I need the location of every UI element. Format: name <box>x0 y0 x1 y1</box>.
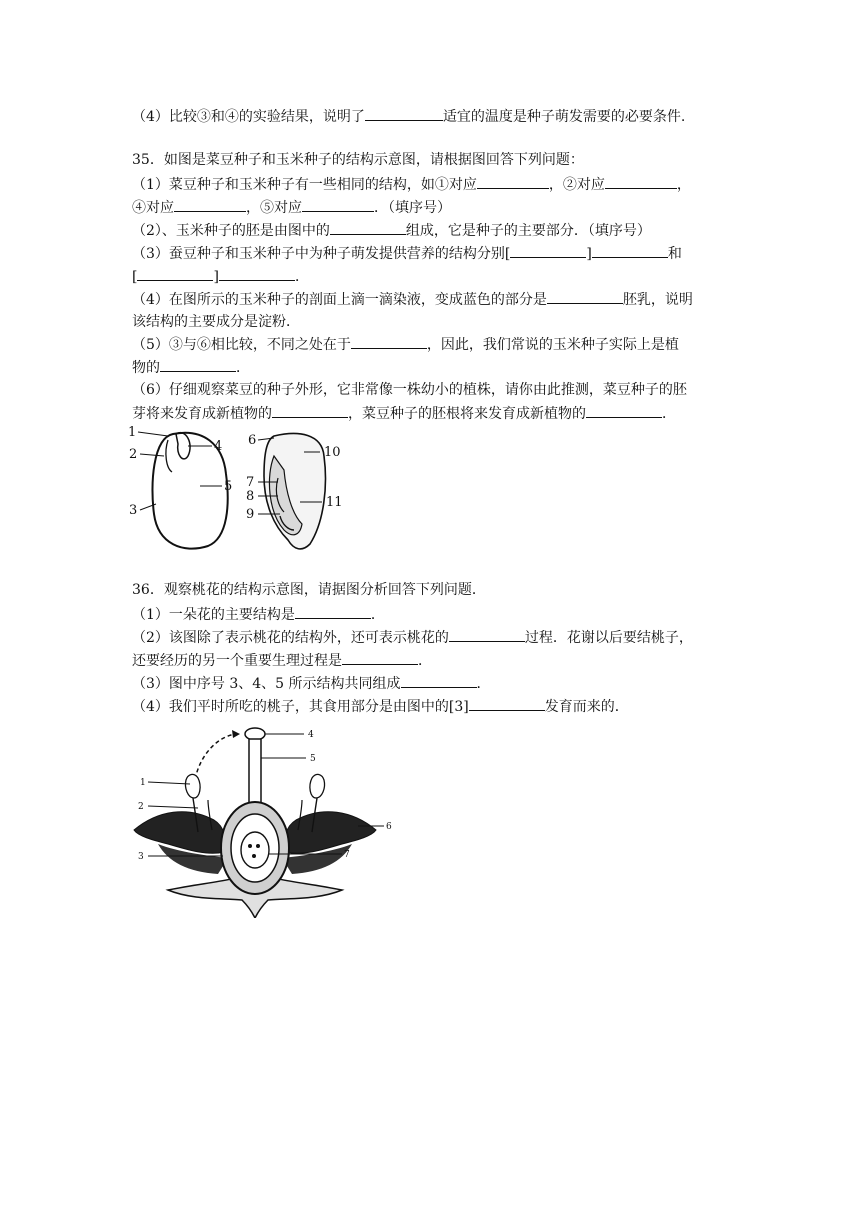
q35-item6-text-c: ，菜豆种子的胚根将来发育成新植物的 <box>348 406 586 422</box>
q35-item1-text: （1）菜豆种子和玉米种子有一些相同的结构，如①对应 <box>132 177 477 193</box>
figure-label: 7 <box>246 475 255 490</box>
q35-item2-text: （2）、玉米种子的胚是由图中的 <box>132 223 330 239</box>
q35-item5-text: （5）③与⑥相比较，不同之处在于 <box>132 337 351 353</box>
answer-blank[interactable] <box>605 174 677 189</box>
q35-item4-text: （4）在图所示的玉米种子的剖面上滴一滴染液，变成蓝色的部分是 <box>132 292 547 308</box>
q36-item1-text: （1）一朵花的主要结构是 <box>132 607 295 623</box>
q35-title: 35．如图是菜豆种子和玉米种子的结构示意图，请根据图回答下列问题： <box>132 152 584 168</box>
q35-item3-and: 和 <box>667 246 682 262</box>
q36-item4-text: （4）我们平时所吃的桃子，其食用部分是由图中的[3] <box>132 699 469 715</box>
answer-blank[interactable] <box>510 243 586 258</box>
q35-item6-line2 <box>132 403 676 424</box>
q35-item1-text-d: ④对应 <box>132 200 174 216</box>
answer-blank[interactable] <box>342 650 418 665</box>
answer-blank[interactable] <box>302 197 374 212</box>
q36-item2-text: （2）该图除了表示桃花的结构外，还可表示桃花的 <box>132 630 449 646</box>
q35-item3-end: ． <box>294 269 309 285</box>
answer-blank[interactable] <box>174 197 246 212</box>
answer-blank[interactable] <box>586 403 662 418</box>
q35-item6-end: ． <box>662 406 676 422</box>
figure-label: 4 <box>308 730 314 740</box>
q35-item2-text-b: 组成，它是种子的主要部分．（填序号） <box>405 223 651 239</box>
q35-item5-text-b: ，因此，我们常说的玉米种子实际上是植 <box>426 337 679 353</box>
figure-label: 8 <box>246 489 255 504</box>
q35-item1-text-c: ， <box>676 177 691 193</box>
corn-seed-figure <box>244 426 354 554</box>
q35-item4-line2: 该结构的主要成分是淀粉． <box>132 314 300 330</box>
q35-item5-line2 <box>132 357 250 378</box>
q36-item2-line2 <box>132 650 432 671</box>
figure-label: 3 <box>129 503 138 518</box>
figure-label: 2 <box>138 802 144 812</box>
q35-item1-line2 <box>132 197 451 218</box>
q36-item1-end: ． <box>370 607 385 623</box>
q36-item2-line1 <box>132 627 693 648</box>
q34-item4 <box>132 106 685 127</box>
figure-label: 1 <box>128 425 137 440</box>
figure-label: 4 <box>214 439 223 454</box>
q34-item4-text-end: 适宜的温度是种子萌发需要的必要条件. <box>442 109 686 125</box>
q35-item3-bracket-open: [ <box>132 269 138 285</box>
answer-blank[interactable] <box>295 604 371 619</box>
answer-blank[interactable] <box>469 696 545 711</box>
q35-item6-text-b: 芽将来发育成新植物的 <box>132 406 272 422</box>
answer-blank[interactable] <box>137 266 213 281</box>
q35-item3-bracket: ] <box>586 246 592 262</box>
answer-blank[interactable] <box>330 220 406 235</box>
q34-item4-text: （4）比较③和④的实验结果，说明了 <box>132 109 365 125</box>
q36-item1 <box>132 604 385 625</box>
q35-item1-text-f: ．（填序号） <box>374 200 451 216</box>
q35-item2 <box>132 220 651 241</box>
bean-seed-figure <box>128 424 238 554</box>
q35-item3-text: （3）蚕豆种子和玉米种子中为种子萌发提供营养的结构分别[ <box>132 246 511 262</box>
q36-item3-end: ． <box>476 676 491 692</box>
q35-item3-line1 <box>132 243 682 264</box>
q35-item5-line1 <box>132 334 679 355</box>
q35-item3-bracket-close: ] <box>213 269 219 285</box>
answer-blank[interactable] <box>592 243 668 258</box>
figure-label: 6 <box>248 433 257 448</box>
answer-blank[interactable] <box>477 174 549 189</box>
answer-blank[interactable] <box>449 627 525 642</box>
figure-label: 9 <box>246 507 255 522</box>
peach-flower-figure <box>128 722 398 918</box>
answer-blank[interactable] <box>547 289 623 304</box>
q36-item3 <box>132 673 491 694</box>
q35-item5-text-c: 物的 <box>132 360 160 376</box>
q36-item2-text-b: 过程．花谢以后要结桃子， <box>524 630 693 646</box>
figure-label: 10 <box>324 445 341 460</box>
q36-item3-text: （3）图中序号 3、4、5 所示结构共同组成 <box>132 676 401 692</box>
figure-label: 7 <box>344 850 350 860</box>
q35-item1-text-b: ，②对应 <box>548 177 605 193</box>
answer-blank[interactable] <box>160 357 236 372</box>
q36-item4-end: 发育而来的． <box>544 699 629 715</box>
answer-blank[interactable] <box>351 334 427 349</box>
q35-item4-line1 <box>132 289 693 310</box>
q36-item4 <box>132 696 629 717</box>
q35-item6-line1: （6）仔细观察菜豆的种子外形，它非常像一株幼小的植株，请你由此推测，菜豆种子的胚 <box>132 382 687 398</box>
figure-label: 5 <box>310 754 316 764</box>
figure-label: 5 <box>224 479 233 494</box>
figure-label: 2 <box>129 447 138 462</box>
answer-blank[interactable] <box>272 403 348 418</box>
q35-item5-end: ． <box>236 360 250 376</box>
q35-item1-line1 <box>132 174 691 195</box>
q35-item4-text-b: 胚乳，说明 <box>622 292 693 308</box>
figure-label: 1 <box>140 778 146 788</box>
figure-label: 6 <box>386 822 392 832</box>
answer-blank[interactable] <box>401 673 477 688</box>
q35-item1-text-e: ，⑤对应 <box>246 200 302 216</box>
q35-item3-line2 <box>132 266 309 287</box>
answer-blank[interactable] <box>365 106 443 121</box>
q36-item2-end: ． <box>418 653 432 669</box>
figure-label: 3 <box>138 852 144 862</box>
figure-label: 11 <box>326 495 343 510</box>
answer-blank[interactable] <box>219 266 295 281</box>
q36-title: 36．观察桃花的结构示意图，请据图分析回答下列问题． <box>132 582 486 598</box>
q36-item2-text-c: 还要经历的另一个重要生理过程是 <box>132 653 342 669</box>
